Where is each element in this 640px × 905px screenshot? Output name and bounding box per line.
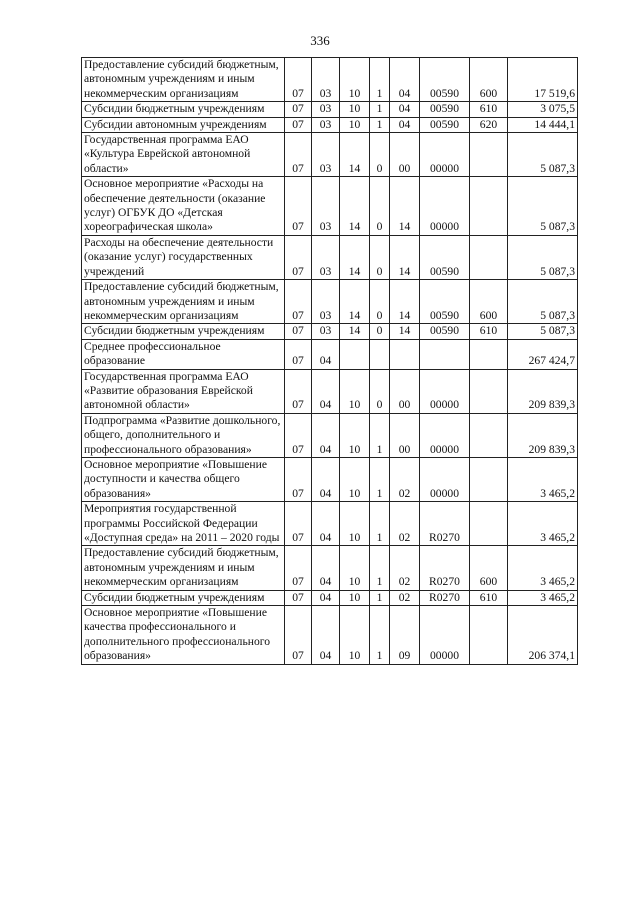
program-code: 10 [340, 369, 370, 413]
row-name: Основное мероприятие «Повышение качества профессионального и дополнительного профессионального образования» [82, 606, 285, 665]
subprogram-code: 1 [370, 58, 390, 102]
program-code: 14 [340, 133, 370, 177]
ministry-code: 07 [285, 457, 312, 501]
program-code: 10 [340, 117, 370, 132]
ministry-code: 07 [285, 339, 312, 369]
expense-type-code: 610 [470, 102, 508, 117]
direction-code: 00590 [420, 280, 470, 324]
section-code: 03 [312, 324, 340, 339]
section-code: 03 [312, 117, 340, 132]
subprogram-code: 1 [370, 502, 390, 546]
section-code: 04 [312, 502, 340, 546]
amount: 5 087,3 [508, 235, 578, 279]
measure-code [390, 339, 420, 369]
measure-code: 14 [390, 177, 420, 236]
measure-code: 02 [390, 457, 420, 501]
expense-type-code [470, 133, 508, 177]
measure-code: 02 [390, 546, 420, 590]
amount: 267 424,7 [508, 339, 578, 369]
row-name: Субсидии бюджетным учреждениям [82, 324, 285, 339]
table-row [82, 133, 578, 177]
ministry-code: 07 [285, 280, 312, 324]
subprogram-code: 0 [370, 177, 390, 236]
direction-code: 00590 [420, 102, 470, 117]
ministry-code: 07 [285, 117, 312, 132]
section-code: 03 [312, 133, 340, 177]
ministry-code: 07 [285, 235, 312, 279]
program-code [340, 339, 370, 369]
program-code: 14 [340, 324, 370, 339]
subprogram-code: 1 [370, 590, 390, 605]
amount: 206 374,1 [508, 606, 578, 665]
row-name: Основное мероприятие «Повышение доступности и качества общего образования» [82, 457, 285, 501]
section-code: 03 [312, 102, 340, 117]
expense-type-code [470, 339, 508, 369]
direction-code: 00590 [420, 117, 470, 132]
section-code: 04 [312, 413, 340, 457]
expense-type-code [470, 457, 508, 501]
section-code: 04 [312, 339, 340, 369]
measure-code: 14 [390, 280, 420, 324]
table-row [82, 606, 578, 665]
row-name: Субсидии бюджетным учреждениям [82, 590, 285, 605]
amount: 209 839,3 [508, 413, 578, 457]
section-code: 04 [312, 546, 340, 590]
amount: 3 465,2 [508, 502, 578, 546]
program-code: 10 [340, 58, 370, 102]
table-row [82, 502, 578, 546]
table-row [82, 369, 578, 413]
subprogram-code [370, 339, 390, 369]
expense-type-code [470, 177, 508, 236]
measure-code: 02 [390, 502, 420, 546]
subprogram-code: 1 [370, 546, 390, 590]
direction-code: 00590 [420, 58, 470, 102]
amount: 3 465,2 [508, 590, 578, 605]
measure-code: 04 [390, 58, 420, 102]
program-code: 10 [340, 413, 370, 457]
section-code: 04 [312, 369, 340, 413]
table-row [82, 546, 578, 590]
table-row [82, 117, 578, 132]
expense-type-code [470, 413, 508, 457]
table-row [82, 590, 578, 605]
ministry-code: 07 [285, 58, 312, 102]
direction-code: 00000 [420, 457, 470, 501]
subprogram-code: 0 [370, 280, 390, 324]
ministry-code: 07 [285, 606, 312, 665]
row-name: Расходы на обеспечение деятельности (оказание услуг) государственных учреждений [82, 235, 285, 279]
direction-code: R0270 [420, 502, 470, 546]
expense-type-code [470, 235, 508, 279]
subprogram-code: 0 [370, 235, 390, 279]
expense-type-code: 600 [470, 280, 508, 324]
program-code: 10 [340, 606, 370, 665]
program-code: 10 [340, 502, 370, 546]
row-name: Подпрограмма «Развитие дошкольного, общего, дополнительного и профессионального образования» [82, 413, 285, 457]
ministry-code: 07 [285, 324, 312, 339]
amount: 3 465,2 [508, 457, 578, 501]
section-code: 03 [312, 280, 340, 324]
amount: 5 087,3 [508, 324, 578, 339]
row-name: Субсидии бюджетным учреждениям [82, 102, 285, 117]
subprogram-code: 0 [370, 133, 390, 177]
expense-type-code: 620 [470, 117, 508, 132]
direction-code [420, 339, 470, 369]
subprogram-code: 0 [370, 324, 390, 339]
program-code: 14 [340, 235, 370, 279]
table-row [82, 58, 578, 102]
section-code: 03 [312, 235, 340, 279]
table-row [82, 324, 578, 339]
table-row [82, 280, 578, 324]
ministry-code: 07 [285, 177, 312, 236]
amount: 5 087,3 [508, 280, 578, 324]
row-name: Государственная программа ЕАО «Культура Еврейской автономной области» [82, 133, 285, 177]
table-row [82, 457, 578, 501]
table-row [82, 413, 578, 457]
row-name: Среднее профессиональное образование [82, 339, 285, 369]
expense-type-code [470, 606, 508, 665]
section-code: 04 [312, 457, 340, 501]
measure-code: 02 [390, 590, 420, 605]
measure-code: 14 [390, 324, 420, 339]
direction-code: R0270 [420, 590, 470, 605]
page-number: 336 [310, 33, 330, 48]
row-name: Предоставление субсидий бюджетным, автономным учреждениям и иным некоммерческим организациям [82, 546, 285, 590]
program-code: 14 [340, 177, 370, 236]
subprogram-code: 1 [370, 102, 390, 117]
ministry-code: 07 [285, 102, 312, 117]
measure-code: 14 [390, 235, 420, 279]
measure-code: 00 [390, 413, 420, 457]
expense-type-code: 600 [470, 58, 508, 102]
program-code: 10 [340, 590, 370, 605]
table-row [82, 177, 578, 236]
direction-code: 00590 [420, 324, 470, 339]
measure-code: 04 [390, 102, 420, 117]
program-code: 10 [340, 546, 370, 590]
subprogram-code: 1 [370, 117, 390, 132]
subprogram-code: 1 [370, 457, 390, 501]
expense-type-code [470, 369, 508, 413]
table-row [82, 102, 578, 117]
subprogram-code: 0 [370, 369, 390, 413]
program-code: 10 [340, 102, 370, 117]
expense-type-code: 610 [470, 590, 508, 605]
section-code: 03 [312, 58, 340, 102]
row-name: Предоставление субсидий бюджетным, автономным учреждениям и иным некоммерческим организациям [82, 280, 285, 324]
subprogram-code: 1 [370, 413, 390, 457]
section-code: 04 [312, 590, 340, 605]
expense-type-code [470, 502, 508, 546]
budget-table [81, 57, 578, 665]
direction-code: 00590 [420, 235, 470, 279]
budget-table-body [82, 58, 578, 665]
direction-code: R0270 [420, 546, 470, 590]
row-name: Субсидии автономным учреждениям [82, 117, 285, 132]
measure-code: 04 [390, 117, 420, 132]
amount: 5 087,3 [508, 133, 578, 177]
program-code: 10 [340, 457, 370, 501]
table-row [82, 339, 578, 369]
amount: 209 839,3 [508, 369, 578, 413]
row-name: Предоставление субсидий бюджетным, автономным учреждениям и иным некоммерческим организациям [82, 58, 285, 102]
subprogram-code: 1 [370, 606, 390, 665]
ministry-code: 07 [285, 502, 312, 546]
ministry-code: 07 [285, 590, 312, 605]
amount: 14 444,1 [508, 117, 578, 132]
amount: 3 075,5 [508, 102, 578, 117]
row-name: Государственная программа ЕАО «Развитие образования Еврейской автономной области» [82, 369, 285, 413]
ministry-code: 07 [285, 369, 312, 413]
program-code: 14 [340, 280, 370, 324]
amount: 3 465,2 [508, 546, 578, 590]
amount: 17 519,6 [508, 58, 578, 102]
ministry-code: 07 [285, 413, 312, 457]
ministry-code: 07 [285, 133, 312, 177]
amount: 5 087,3 [508, 177, 578, 236]
direction-code: 00000 [420, 369, 470, 413]
measure-code: 09 [390, 606, 420, 665]
section-code: 04 [312, 606, 340, 665]
measure-code: 00 [390, 133, 420, 177]
direction-code: 00000 [420, 413, 470, 457]
measure-code: 00 [390, 369, 420, 413]
row-name: Мероприятия государственной программы Российской Федерации «Доступная среда» на 2011 – 2020 годы [82, 502, 285, 546]
direction-code: 00000 [420, 133, 470, 177]
expense-type-code: 610 [470, 324, 508, 339]
direction-code: 00000 [420, 177, 470, 236]
section-code: 03 [312, 177, 340, 236]
direction-code: 00000 [420, 606, 470, 665]
expense-type-code: 600 [470, 546, 508, 590]
row-name: Основное мероприятие «Расходы на обеспечение деятельности (оказание услуг) ОГБУК ДО «Детская хореографическая школа» [82, 177, 285, 236]
table-row [82, 235, 578, 279]
ministry-code: 07 [285, 546, 312, 590]
